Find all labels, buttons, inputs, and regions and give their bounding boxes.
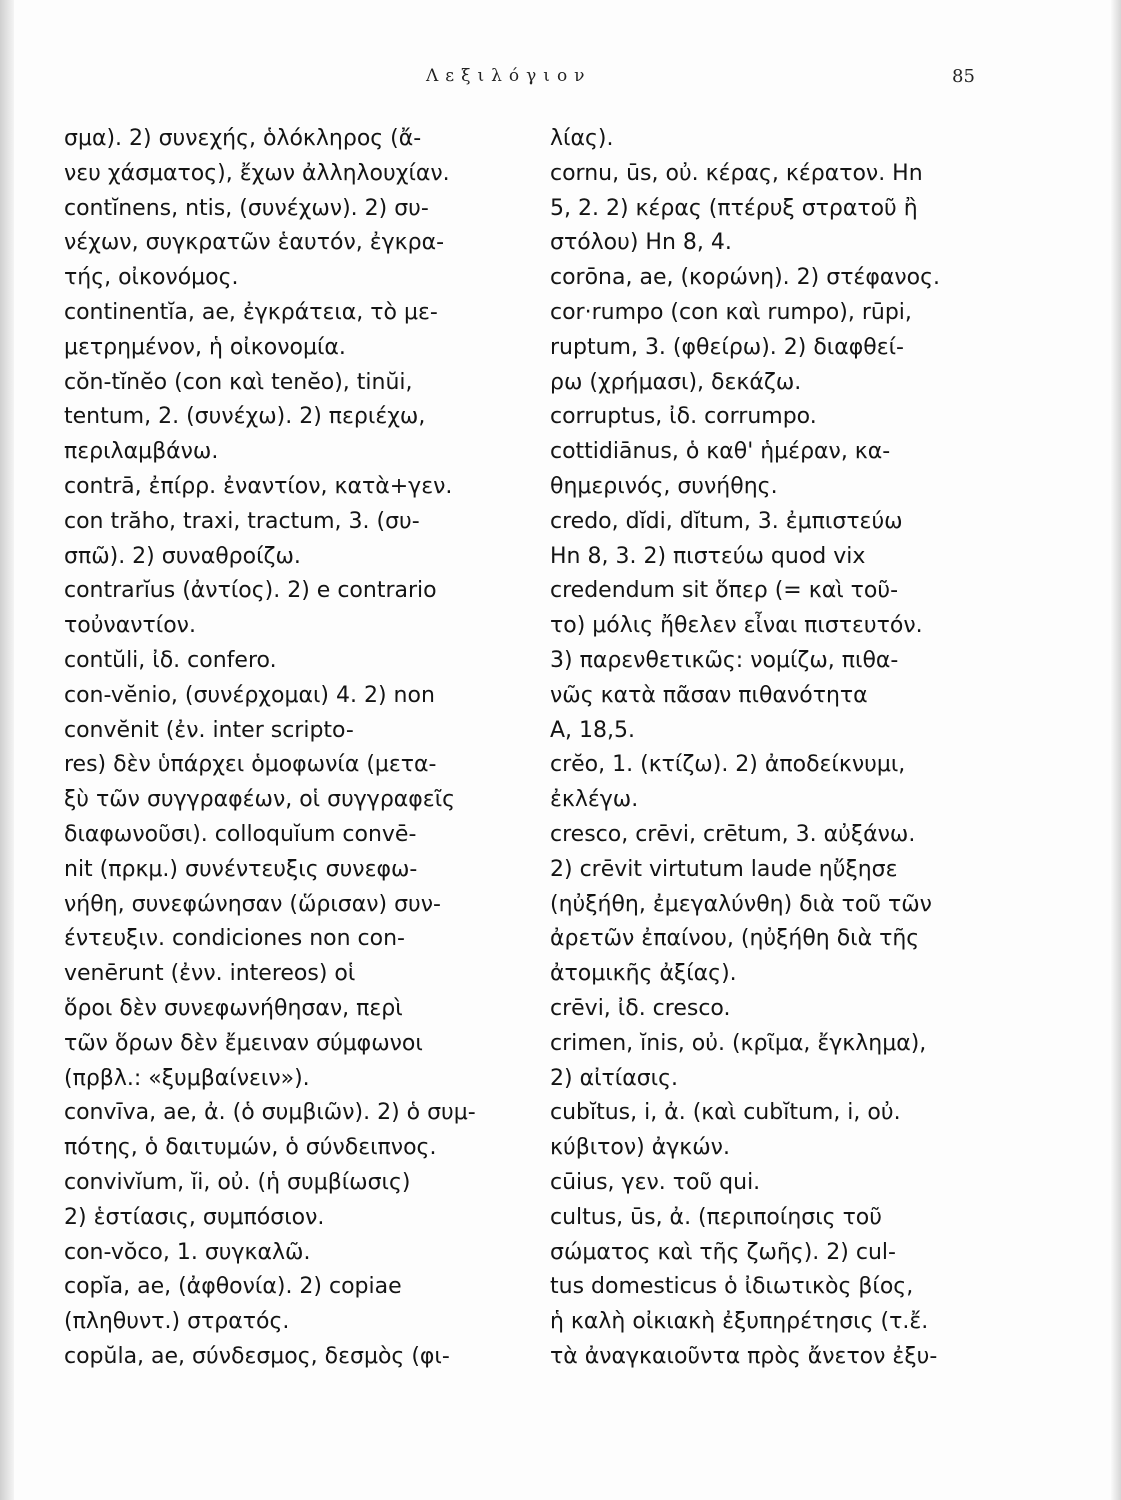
entry-line: κύβιτον) ἀγκών. bbox=[550, 1135, 730, 1161]
entry-line: tentum, 2. (συνέχω). 2) περιέχω, bbox=[64, 404, 426, 430]
entry-line: τὰ ἀναγκαιοῦντα πρὸς ἄνετον ἐξυ- bbox=[550, 1343, 938, 1369]
entry-line: πότης, ὁ δαιτυμών, ὁ σύνδειπνος. bbox=[64, 1135, 437, 1161]
entry-line: θημερινός, συνήθης. bbox=[550, 473, 778, 499]
entry-line: μετρημένον, ἡ οἰκονομία. bbox=[64, 334, 346, 360]
entry-line: res) δὲν ὑπάρχει ὁμοφωνία (μετα- bbox=[64, 752, 437, 778]
entry-line: tus domesticus ὁ ἰδιωτικὸς βίος, bbox=[550, 1274, 914, 1300]
entry-line: contŭli, ἰδ. confero. bbox=[64, 647, 277, 673]
entry-line: con-vĕnio, (συνέρχομαι) 4. 2) non bbox=[64, 682, 435, 708]
running-head bbox=[0, 66, 1121, 96]
entry-line: ἀρετῶν ἐπαίνου, (ηὐξήθη διὰ τῆς bbox=[550, 926, 920, 952]
entry-line: credendum sit ὅπερ (= καὶ τοῦ- bbox=[550, 578, 899, 604]
running-title: Λεξιλόγιον bbox=[426, 66, 592, 86]
entry-line: contĭnens, ntis, (συνέχων). 2) συ- bbox=[64, 195, 429, 221]
entry-line: σπῶ). 2) συναθροίζω. bbox=[64, 543, 301, 569]
entry-line: crĕo, 1. (κτίζω). 2) ἀποδείκνυμι, bbox=[550, 752, 906, 778]
entry-line: cresco, crēvi, crētum, 3. αὐξάνω. bbox=[550, 821, 916, 847]
scan-edge-right bbox=[1111, 0, 1121, 1500]
left-column bbox=[64, 122, 524, 1375]
entry-line: περιλαμβάνω. bbox=[64, 439, 219, 465]
entry-line: νέχων, συγκρατῶν ἑαυτόν, ἐγκρα- bbox=[64, 230, 445, 256]
entry-line: 3) παρενθετικῶς: νομίζω, πιθα- bbox=[550, 647, 899, 673]
right-column bbox=[550, 122, 980, 1375]
entry-line: 2) crēvit virtutum laude ηὔξησε bbox=[550, 856, 898, 882]
entry-line: ruptum, 3. (φθείρω). 2) διαφθεί- bbox=[550, 334, 904, 360]
entry-line: contrarĭus (ἀντίος). 2) e contrario bbox=[64, 578, 437, 604]
entry-line: διαφωνοῦσι). colloquĭum convē- bbox=[64, 821, 417, 847]
entry-line: τής, οἰκονόμος. bbox=[64, 265, 239, 291]
entry-line: τοὐναντίον. bbox=[64, 613, 196, 639]
entry-line: ξὺ τῶν συγγραφέων, οἱ συγγραφεῖς bbox=[64, 787, 456, 813]
entry-line: cor·rumpo (con καὶ rumpo), rūpi, bbox=[550, 299, 912, 325]
entry-line: σμα). 2) συνεχής, ὁλόκληρος (ἄ- bbox=[64, 126, 422, 151]
entry-line: Hn 8, 3. 2) πιστεύω quod vix bbox=[550, 543, 866, 569]
page-number: 85 bbox=[952, 66, 975, 87]
entry-line: έντευξιν. condiciones non con- bbox=[64, 926, 405, 952]
entry-line: (πρβλ.: «ξυμβαίνειν»). bbox=[64, 1065, 310, 1091]
entry-line: venērunt (ἐνν. intereos) οἱ bbox=[64, 961, 356, 987]
entry-line: crimen, ĭnis, οὐ. (κρῖμα, ἔγκλημα), bbox=[550, 1030, 927, 1056]
entry-line: λίας). bbox=[550, 126, 614, 151]
entry-line: 2) αἰτίασις. bbox=[550, 1065, 679, 1091]
entry-line: corōna, ae, (κορώνη). 2) στέφανος. bbox=[550, 265, 940, 291]
entry-line: contrā, ἐπίρρ. ἐναντίον, κατὰ+γεν. bbox=[64, 473, 453, 499]
entry-line: copĭa, ae, (ἀφθονία). 2) copiae bbox=[64, 1274, 402, 1300]
entry-line: 2) ἑστίασις, συμπόσιον. bbox=[64, 1204, 325, 1230]
entry-line: 5, 2. 2) κέρας (πτέρυξ στρατοῦ ἢ bbox=[550, 195, 918, 221]
entry-line: convīva, ae, ἀ. (ὁ συμβιῶν). 2) ὁ συμ- bbox=[64, 1100, 476, 1126]
entry-line: cubĭtus, i, ἀ. (καὶ cubĭtum, i, οὐ. bbox=[550, 1100, 901, 1126]
entry-line: σώματος καὶ τῆς ζωῆς). 2) cul- bbox=[550, 1239, 896, 1265]
entry-line: cŏn-tĭnĕo (con καὶ tenĕo), tinŭi, bbox=[64, 369, 413, 395]
entry-line: copŭla, ae, σύνδεσμος, δεσμὸς (φι- bbox=[64, 1343, 450, 1369]
entry-line: ρω (χρήμασι), δεκάζω. bbox=[550, 369, 802, 395]
scan-edge-left bbox=[0, 0, 14, 1500]
entry-line: στόλου) Hn 8, 4. bbox=[550, 230, 732, 256]
entry-line: cultus, ūs, ἀ. (περιποίησις τοῦ bbox=[550, 1204, 882, 1230]
entry-line: cottidiānus, ὁ καθ' ἡμέραν, κα- bbox=[550, 439, 891, 465]
entry-line: ἡ καλὴ οἰκιακὴ ἐξυπηρέτησις (τ.ἔ. bbox=[550, 1309, 929, 1335]
entry-line: A, 18,5. bbox=[550, 717, 636, 743]
entry-line: nit (πρκμ.) συνέντευξις συνεφω- bbox=[64, 856, 418, 882]
entry-line: (πληθυντ.) στρατός. bbox=[64, 1309, 290, 1335]
entry-line: credo, dĭdi, dĭtum, 3. ἐμπιστεύω bbox=[550, 508, 903, 534]
entry-line: (ηὐξήθη, ἐμεγαλύνθη) διὰ τοῦ τῶν bbox=[550, 891, 932, 917]
entry-line: τῶν ὅρων δὲν ἔμειναν σύμφωνοι bbox=[64, 1030, 423, 1056]
entry-line: ἐκλέγω. bbox=[550, 787, 639, 813]
entry-line: νῶς κατὰ πᾶσαν πιθανότητα bbox=[550, 682, 868, 708]
entry-line: crēvi, ἰδ. cresco. bbox=[550, 995, 731, 1021]
entry-line: continentĭa, ae, ἐγκράτεια, τὸ με- bbox=[64, 299, 438, 325]
entry-line: con trăho, traxi, tractum, 3. (συ- bbox=[64, 508, 420, 534]
entry-line: το) μόλις ἤθελεν εἶναι πιστευτόν. bbox=[550, 613, 923, 639]
entry-line: νήθη, συνεφώνησαν (ὥρισαν) συν- bbox=[64, 891, 441, 917]
entry-line: convivĭum, ĭi, οὐ. (ἡ συμβίωσις) bbox=[64, 1169, 411, 1195]
entry-line: con-vŏco, 1. συγκαλῶ. bbox=[64, 1239, 311, 1265]
entry-line: νευ χάσματος), ἔχων ἀλληλουχίαν. bbox=[64, 160, 450, 186]
entry-line: corruptus, ἰδ. corrumpo. bbox=[550, 404, 817, 430]
entry-line: cūius, γεν. τοῦ qui. bbox=[550, 1169, 761, 1195]
entry-line: convĕnit (ἐν. inter scripto- bbox=[64, 717, 354, 743]
entry-line: ὅροι δὲν συνεφωνήθησαν, περὶ bbox=[64, 995, 403, 1021]
entry-line: ἀτομικῆς ἀξίας). bbox=[550, 961, 737, 987]
entry-line: cornu, ūs, οὐ. κέρας, κέρατον. Hn bbox=[550, 160, 923, 186]
